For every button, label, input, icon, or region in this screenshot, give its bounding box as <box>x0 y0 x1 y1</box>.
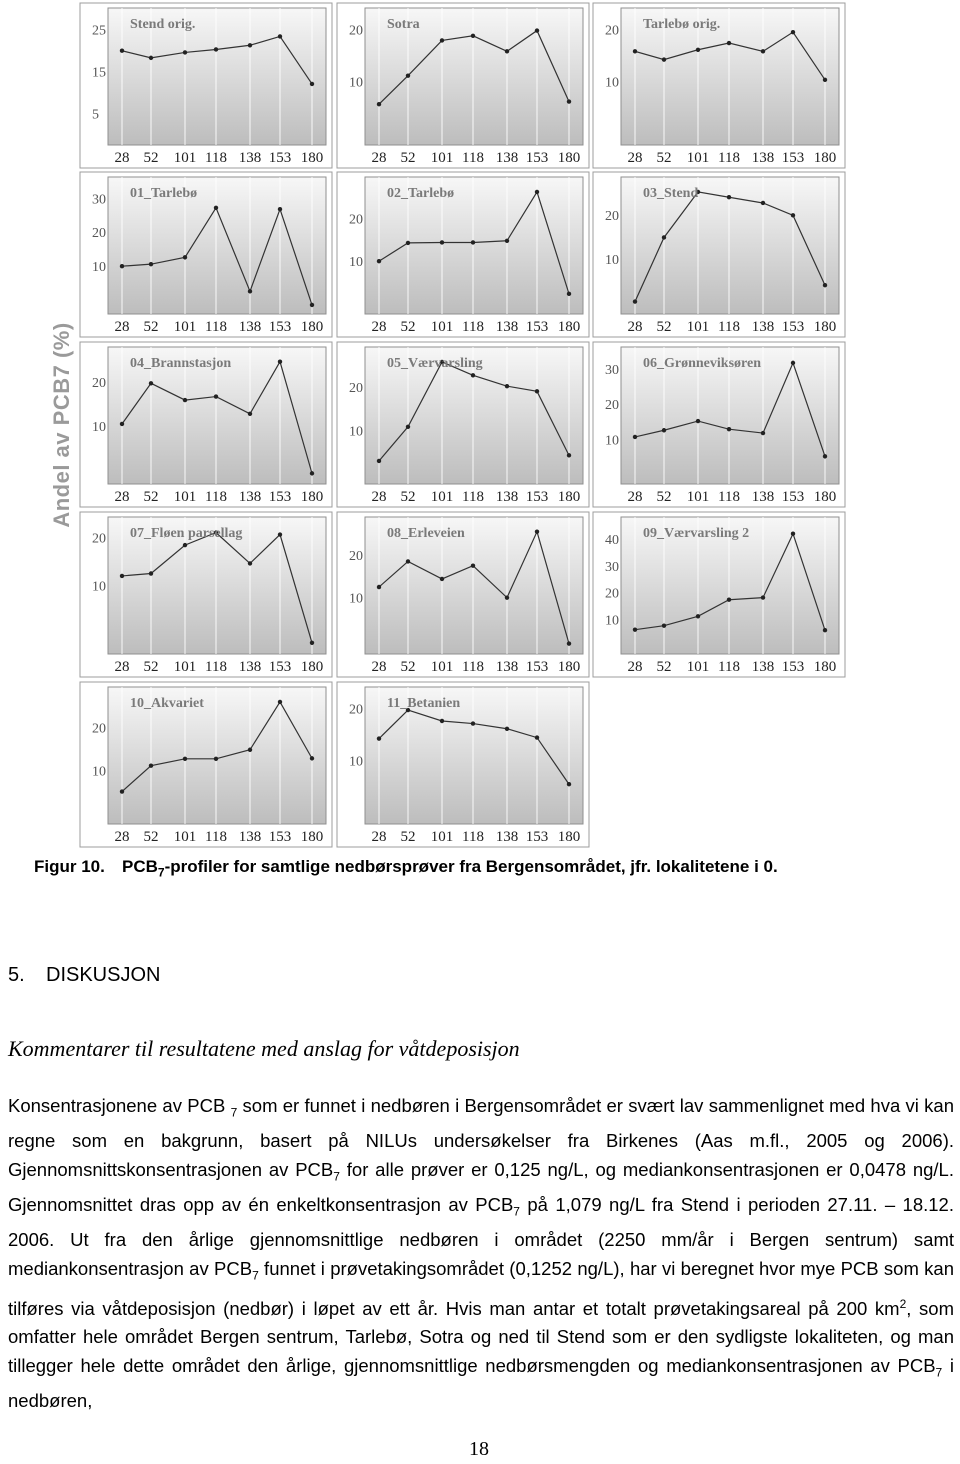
x-tick-label: 118 <box>205 150 227 166</box>
data-point <box>567 782 571 786</box>
data-point <box>823 628 827 632</box>
x-tick-label: 101 <box>430 659 454 675</box>
y-tick-label: 30 <box>605 559 619 575</box>
subscript: 7 <box>252 1268 259 1283</box>
data-point <box>761 431 765 435</box>
data-point <box>310 756 314 760</box>
x-tick-label: 138 <box>238 829 262 845</box>
data-point <box>310 303 314 307</box>
x-tick-label: 138 <box>238 319 262 335</box>
x-tick-label: 153 <box>268 319 292 335</box>
y-tick-label: 20 <box>605 23 619 39</box>
data-point <box>120 49 124 53</box>
data-point <box>278 532 282 536</box>
data-point <box>535 190 539 194</box>
x-tick-label: 153 <box>781 659 805 675</box>
data-point <box>406 73 410 77</box>
y-tick-label: 20 <box>349 549 363 565</box>
x-tick-label: 153 <box>525 150 549 166</box>
panel-title: Sotra <box>387 17 420 32</box>
panel-12 <box>593 512 845 677</box>
x-tick-label: 138 <box>751 659 775 675</box>
y-tick-label: 30 <box>92 192 106 208</box>
panel-title: 04_Brannstasjon <box>130 356 232 371</box>
x-tick-label: 28 <box>371 319 387 335</box>
data-point <box>248 43 252 47</box>
x-tick-label: 101 <box>173 489 197 505</box>
panel-11 <box>337 512 589 677</box>
panel-4 <box>80 172 332 337</box>
x-tick-label: 118 <box>462 319 484 335</box>
data-point <box>440 38 444 42</box>
figure-number: Figur 10. <box>34 857 105 876</box>
data-point <box>471 34 475 38</box>
x-tick-label: 138 <box>495 489 519 505</box>
data-point <box>149 262 153 266</box>
x-tick-label: 118 <box>462 829 484 845</box>
x-tick-label: 52 <box>143 829 159 845</box>
data-point <box>823 454 827 458</box>
x-tick-label: 180 <box>300 489 324 505</box>
x-tick-label: 153 <box>781 150 805 166</box>
data-point <box>823 78 827 82</box>
x-tick-label: 52 <box>143 319 159 335</box>
x-tick-label: 28 <box>371 489 387 505</box>
y-tick-label: 20 <box>349 702 363 718</box>
data-point <box>248 561 252 565</box>
data-point <box>727 598 731 602</box>
data-point <box>727 427 731 431</box>
x-tick-label: 52 <box>400 659 416 675</box>
x-tick-label: 118 <box>205 829 227 845</box>
x-tick-label: 118 <box>718 659 740 675</box>
x-tick-label: 28 <box>114 659 130 675</box>
y-tick-label: 20 <box>92 721 106 737</box>
x-tick-label: 180 <box>557 659 581 675</box>
data-point <box>696 614 700 618</box>
x-tick-label: 153 <box>781 489 805 505</box>
x-tick-label: 118 <box>205 319 227 335</box>
x-tick-label: 52 <box>400 489 416 505</box>
data-point <box>662 235 666 239</box>
section-number: 5. <box>8 964 25 986</box>
data-point <box>633 299 637 303</box>
subheading: Kommentarer til resultatene med anslag for våtdeposisjon <box>8 1036 520 1061</box>
data-point <box>791 361 795 365</box>
subscript: 7 <box>513 1204 520 1219</box>
data-point <box>214 206 218 210</box>
x-tick-label: 153 <box>268 150 292 166</box>
x-tick-label: 28 <box>371 150 387 166</box>
x-tick-label: 52 <box>143 150 159 166</box>
x-tick-label: 101 <box>686 150 710 166</box>
data-point <box>440 577 444 581</box>
data-point <box>727 41 731 45</box>
data-point <box>183 50 187 54</box>
data-point <box>248 289 252 293</box>
data-point <box>310 471 314 475</box>
subscript: 7 <box>230 1105 238 1120</box>
data-point <box>120 574 124 578</box>
panel-3 <box>593 3 845 168</box>
data-point <box>377 736 381 740</box>
y-tick-label: 25 <box>92 23 106 39</box>
x-tick-label: 28 <box>627 489 643 505</box>
data-point <box>567 453 571 457</box>
x-tick-label: 180 <box>813 489 837 505</box>
panel-title: Stend orig. <box>130 17 196 32</box>
paragraph-text: på 1,079 ng/L fra Stend i perioden 27.11. – 18.12. 2006. Ut fra den årlige gjennomsnittlige nedbøren i området (2250 mm/år i Bergen sentrum) samt mediankonsentrasjon av PCB <box>8 1193 954 1279</box>
data-point <box>214 757 218 761</box>
data-point <box>761 595 765 599</box>
data-point <box>761 201 765 205</box>
y-tick-label: 10 <box>92 579 106 595</box>
panel-title: 07_Fløen parsellag <box>130 526 243 541</box>
data-point <box>727 195 731 199</box>
data-point <box>662 428 666 432</box>
x-tick-label: 52 <box>143 489 159 505</box>
data-point <box>377 259 381 263</box>
data-point <box>662 623 666 627</box>
data-point <box>633 627 637 631</box>
y-tick-label: 10 <box>349 424 363 440</box>
data-point <box>120 264 124 268</box>
panel-title: 05_Værvarsling <box>387 356 483 371</box>
panel-13 <box>80 682 332 847</box>
panel-8 <box>337 342 589 507</box>
x-tick-label: 52 <box>143 659 159 675</box>
x-tick-label: 138 <box>238 659 262 675</box>
x-tick-label: 138 <box>495 150 519 166</box>
x-tick-label: 28 <box>114 829 130 845</box>
x-tick-label: 101 <box>430 319 454 335</box>
data-point <box>696 419 700 423</box>
data-point <box>278 359 282 363</box>
y-tick-label: 10 <box>605 433 619 449</box>
section-title: DISKUSJON <box>46 964 161 986</box>
panel-title: 09_Værvarsling 2 <box>643 526 750 541</box>
x-tick-label: 180 <box>300 319 324 335</box>
data-point <box>149 571 153 575</box>
x-tick-label: 180 <box>813 150 837 166</box>
x-tick-label: 153 <box>781 319 805 335</box>
data-point <box>633 435 637 439</box>
x-tick-label: 153 <box>525 829 549 845</box>
panel-9 <box>593 342 845 507</box>
superscript: 2 <box>899 1296 907 1311</box>
x-tick-label: 138 <box>495 319 519 335</box>
y-tick-label: 10 <box>605 613 619 629</box>
x-tick-label: 118 <box>205 659 227 675</box>
panel-title: 01_Tarlebø <box>130 186 198 201</box>
paragraph-text: for alle prøver er 0,125 ng/L, og mediankonsentrasjonen er 0,0478 ng/L. Gjennomsnittet dras opp av én enkeltkonsentrasjon av PCB <box>8 1158 954 1215</box>
y-tick-label: 20 <box>92 531 106 547</box>
x-tick-label: 180 <box>813 659 837 675</box>
paragraph-text: , som omfatter hele området Bergen sentrum, Tarlebø, Sotra og ned til Stend som er den sydligste lokaliteten, og man tillegger hele dette området den årlige, gjennomsnittlige nedbørsmengden og mediankonsentrasjonen av PCB <box>8 1297 954 1376</box>
x-tick-label: 101 <box>173 829 197 845</box>
section-heading <box>8 964 160 987</box>
panel-title: Tarlebø orig. <box>643 17 721 32</box>
x-tick-label: 52 <box>656 489 672 505</box>
data-point <box>535 28 539 32</box>
panel-5 <box>337 172 589 337</box>
data-point <box>505 384 509 388</box>
x-tick-label: 101 <box>686 659 710 675</box>
paragraph-text: som er funnet i nedbøren i Bergensområdet er svært lav sammenlignet med hva vi kan regne som en bakgrunn, basert på NILUs undersøkelser fra Birkenes (Aas m.fl., 2005 og 2006). Gjennomsnittskonsentrasjonen av PCB <box>8 1095 954 1180</box>
y-tick-label: 10 <box>349 255 363 271</box>
data-point <box>696 48 700 52</box>
panel-14 <box>337 682 589 847</box>
data-point <box>406 241 410 245</box>
x-tick-label: 180 <box>300 659 324 675</box>
x-tick-label: 118 <box>718 319 740 335</box>
y-tick-label: 20 <box>349 23 363 39</box>
x-tick-label: 118 <box>462 659 484 675</box>
x-tick-label: 28 <box>371 829 387 845</box>
y-tick-label: 10 <box>605 253 619 269</box>
x-tick-label: 52 <box>400 829 416 845</box>
x-tick-label: 101 <box>686 319 710 335</box>
data-point <box>471 240 475 244</box>
y-tick-label: 15 <box>92 65 106 81</box>
body-paragraph <box>8 1092 954 1416</box>
y-tick-label: 10 <box>605 75 619 91</box>
x-tick-label: 28 <box>627 659 643 675</box>
data-point <box>567 99 571 103</box>
data-point <box>791 30 795 34</box>
y-tick-label: 10 <box>92 764 106 780</box>
y-tick-label: 30 <box>605 362 619 378</box>
data-point <box>535 389 539 393</box>
x-tick-label: 28 <box>627 319 643 335</box>
x-tick-label: 118 <box>718 150 740 166</box>
y-axis-label: Andel av PCB7 (%) <box>49 322 74 528</box>
data-point <box>567 292 571 296</box>
data-point <box>149 56 153 60</box>
x-tick-label: 28 <box>114 150 130 166</box>
x-tick-label: 180 <box>557 150 581 166</box>
x-tick-label: 180 <box>813 319 837 335</box>
data-point <box>633 49 637 53</box>
panel-title: 11_Betanien <box>387 696 461 711</box>
data-point <box>791 213 795 217</box>
data-point <box>183 398 187 402</box>
data-point <box>505 727 509 731</box>
data-point <box>406 425 410 429</box>
x-tick-label: 138 <box>751 319 775 335</box>
data-point <box>791 531 795 535</box>
data-point <box>662 57 666 61</box>
panel-title: 08_Erleveien <box>387 526 465 541</box>
panel-title: 10_Akvariet <box>130 696 204 711</box>
x-tick-label: 153 <box>525 659 549 675</box>
x-tick-label: 101 <box>173 150 197 166</box>
x-tick-label: 101 <box>173 319 197 335</box>
data-point <box>183 543 187 547</box>
data-point <box>278 34 282 38</box>
caption-text-pre: PCB <box>122 857 158 876</box>
subscript: 7 <box>935 1365 943 1380</box>
y-tick-label: 20 <box>92 375 106 391</box>
x-tick-label: 180 <box>300 150 324 166</box>
y-tick-label: 20 <box>605 398 619 414</box>
panel-title: 03_Stend <box>643 186 699 201</box>
data-point <box>183 255 187 259</box>
y-tick-label: 20 <box>605 208 619 224</box>
paragraph-text: Konsentrasjonene av PCB <box>8 1095 231 1116</box>
x-tick-label: 138 <box>238 150 262 166</box>
data-point <box>248 412 252 416</box>
x-tick-label: 153 <box>268 659 292 675</box>
x-tick-label: 52 <box>656 659 672 675</box>
paragraph-text: i nedbøren, <box>8 1354 954 1412</box>
x-tick-label: 28 <box>627 150 643 166</box>
data-point <box>535 529 539 533</box>
data-point <box>214 47 218 51</box>
x-tick-label: 180 <box>557 489 581 505</box>
data-point <box>471 564 475 568</box>
x-tick-label: 52 <box>656 319 672 335</box>
x-tick-label: 101 <box>173 659 197 675</box>
x-tick-label: 138 <box>495 659 519 675</box>
caption-text-post: -profiler for samtlige nedbørsprøver fra Bergensområdet, jfr. lokalitetene i 0. <box>164 857 778 876</box>
y-tick-label: 10 <box>349 754 363 770</box>
x-tick-label: 153 <box>268 489 292 505</box>
data-point <box>761 49 765 53</box>
data-point <box>310 641 314 645</box>
data-point <box>440 240 444 244</box>
x-tick-label: 180 <box>300 829 324 845</box>
subscript: 7 <box>333 1169 340 1184</box>
x-tick-label: 153 <box>525 489 549 505</box>
x-tick-label: 118 <box>462 489 484 505</box>
data-point <box>278 207 282 211</box>
data-point <box>505 595 509 599</box>
x-tick-label: 52 <box>400 150 416 166</box>
data-point <box>471 721 475 725</box>
y-tick-label: 20 <box>349 381 363 397</box>
y-tick-label: 10 <box>349 591 363 607</box>
x-tick-label: 101 <box>430 829 454 845</box>
data-point <box>377 459 381 463</box>
data-point <box>120 789 124 793</box>
data-point <box>406 559 410 563</box>
paragraph-text: funnet i prøvetakingsområdet (0,1252 ng/L), har vi beregnet hvor mye PCB som kan tilføres via våtdeposisjon (nedbør) i løpet av ett år. Hvis man antar et totalt prøvetakingsareal på 200 km <box>8 1257 955 1319</box>
y-tick-label: 10 <box>92 420 106 436</box>
x-tick-label: 153 <box>525 319 549 335</box>
x-tick-label: 101 <box>686 489 710 505</box>
x-tick-label: 138 <box>751 150 775 166</box>
x-tick-label: 28 <box>114 319 130 335</box>
data-point <box>567 641 571 645</box>
caption-subscript: 7 <box>157 865 165 880</box>
y-tick-label: 20 <box>349 212 363 228</box>
y-tick-label: 20 <box>92 226 106 242</box>
x-tick-label: 118 <box>205 489 227 505</box>
x-tick-label: 180 <box>557 829 581 845</box>
data-point <box>505 49 509 53</box>
x-tick-label: 118 <box>718 489 740 505</box>
data-point <box>440 719 444 723</box>
data-point <box>248 748 252 752</box>
x-tick-label: 180 <box>557 319 581 335</box>
x-tick-label: 101 <box>430 489 454 505</box>
data-point <box>120 422 124 426</box>
data-point <box>278 700 282 704</box>
panel-1 <box>80 3 332 168</box>
x-tick-label: 52 <box>656 150 672 166</box>
data-point <box>310 82 314 86</box>
x-tick-label: 101 <box>430 150 454 166</box>
panel-7 <box>80 342 332 507</box>
y-tick-label: 10 <box>92 260 106 276</box>
panel-title: 02_Tarlebø <box>387 186 455 201</box>
data-point <box>823 283 827 287</box>
data-point <box>149 381 153 385</box>
data-point <box>471 373 475 377</box>
data-point <box>377 102 381 106</box>
panel-2 <box>337 3 589 168</box>
y-tick-label: 40 <box>605 533 619 549</box>
x-tick-label: 28 <box>371 659 387 675</box>
data-point <box>535 735 539 739</box>
panel-title: 06_Grønneviksøren <box>643 356 761 371</box>
x-tick-label: 52 <box>400 319 416 335</box>
x-tick-label: 138 <box>751 489 775 505</box>
x-tick-label: 153 <box>268 829 292 845</box>
data-point <box>183 757 187 761</box>
x-tick-label: 118 <box>462 150 484 166</box>
panel-10 <box>80 512 332 677</box>
data-point <box>214 394 218 398</box>
x-tick-label: 138 <box>238 489 262 505</box>
y-tick-label: 5 <box>92 107 99 123</box>
data-point <box>149 764 153 768</box>
y-tick-label: 10 <box>349 75 363 91</box>
x-tick-label: 28 <box>114 489 130 505</box>
panel-6 <box>593 172 845 337</box>
figure-caption <box>34 857 778 879</box>
data-point <box>377 585 381 589</box>
page-number: 18 <box>469 1438 489 1460</box>
data-point <box>505 239 509 243</box>
x-tick-label: 138 <box>495 829 519 845</box>
y-tick-label: 20 <box>605 586 619 602</box>
